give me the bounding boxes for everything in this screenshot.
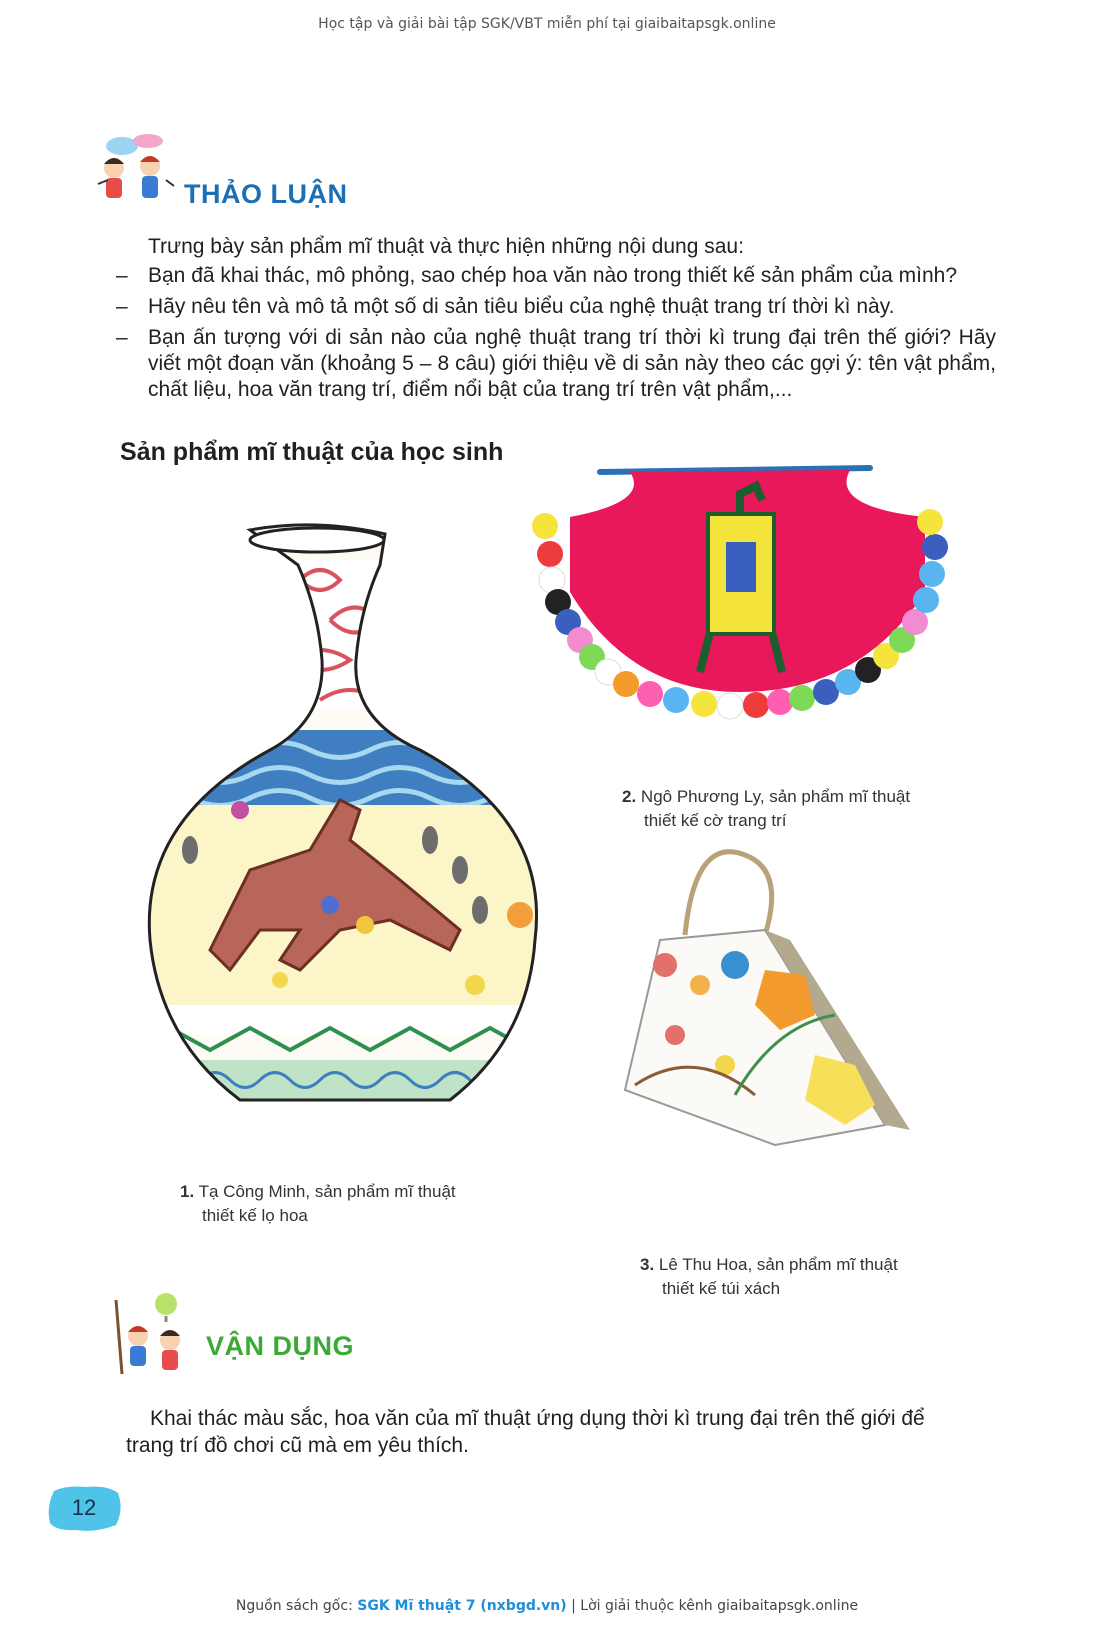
bullet-text: Bạn đã khai thác, mô phỏng, sao chép hoa văn nào trong thiết kế sản phẩm của mình? xyxy=(148,264,958,287)
caption-line: Tạ Công Minh, sản phẩm mĩ thuật xyxy=(198,1182,456,1201)
caption-line: thiết kế lọ hoa xyxy=(202,1206,308,1225)
caption-number: 2. xyxy=(622,787,637,806)
handbag-artwork-image xyxy=(615,845,915,1175)
bullet-text: Hãy nêu tên và mô tả một số di sản tiêu biểu của nghệ thuật trang trí thời kì này. xyxy=(148,295,895,318)
footer-suffix: | Lời giải thuộc kênh giaibaitapsgk.online xyxy=(566,1598,859,1614)
bullet-dash: – xyxy=(116,326,128,349)
discuss-title: THẢO LUẬN xyxy=(184,179,348,209)
bullet-dash: – xyxy=(116,295,128,318)
page-footer xyxy=(0,1598,1094,1614)
list-item xyxy=(116,325,996,403)
page-number-badge xyxy=(46,1483,122,1533)
kids-discussion-icon xyxy=(92,132,178,210)
footer-source-link[interactable]: SGK Mĩ thuật 7 (nxbgd.vn) xyxy=(357,1598,567,1614)
caption-number: 1. xyxy=(180,1182,195,1201)
caption-number: 3. xyxy=(640,1255,655,1274)
list-item xyxy=(116,263,996,289)
vase-artwork-image xyxy=(130,520,560,1120)
caption-line: thiết kế túi xách xyxy=(662,1279,781,1298)
kids-painting-icon xyxy=(108,1290,200,1376)
bullet-dash: – xyxy=(116,264,128,287)
discuss-section-heading xyxy=(92,132,347,210)
bullet-text: Bạn ấn tượng với di sản nào của nghệ thuật trang trí thời kì trung đại trên thế giới? Hãy viết một đoạn văn (khoảng 5 – 8 câu) giới thiệu về di sản này theo các gợi ý: tên vật phẩm, chất liệu, hoa văn trang trí, điểm nổi bật của trang trí trên vật phẩm,... xyxy=(148,326,996,401)
decorative-flag-artwork-image xyxy=(530,462,950,727)
caption-line: Lê Thu Hoa, sản phẩm mĩ thuật xyxy=(658,1255,898,1274)
apply-text: Khai thác màu sắc, hoa văn của mĩ thuật ứng dụng thời kì trung đại trên thế giới để trang trí đồ chơi cũ mà em yêu thích. xyxy=(126,1407,925,1457)
footer-prefix: Nguồn sách gốc: xyxy=(235,1598,358,1614)
caption-line: thiết kế cờ trang trí xyxy=(644,811,787,830)
list-item xyxy=(116,294,996,320)
apply-section-heading xyxy=(108,1290,354,1376)
gallery-title: Sản phẩm mĩ thuật của học sinh xyxy=(120,438,504,466)
discuss-bullet-list xyxy=(116,263,996,408)
caption-vase xyxy=(180,1180,456,1228)
page-header: Học tập và giải bài tập SGK/VBT miễn phí tại giaibaitapsgk.online xyxy=(318,16,776,32)
caption-handbag xyxy=(640,1253,898,1301)
caption-flag xyxy=(622,785,910,833)
caption-line: Ngô Phương Ly, sản phẩm mĩ thuật xyxy=(640,787,911,806)
apply-title: VẬN DỤNG xyxy=(206,1331,355,1361)
page-number: 12 xyxy=(71,1495,97,1520)
discuss-intro: Trưng bày sản phẩm mĩ thuật và thực hiện những nội dung sau: xyxy=(148,235,744,258)
